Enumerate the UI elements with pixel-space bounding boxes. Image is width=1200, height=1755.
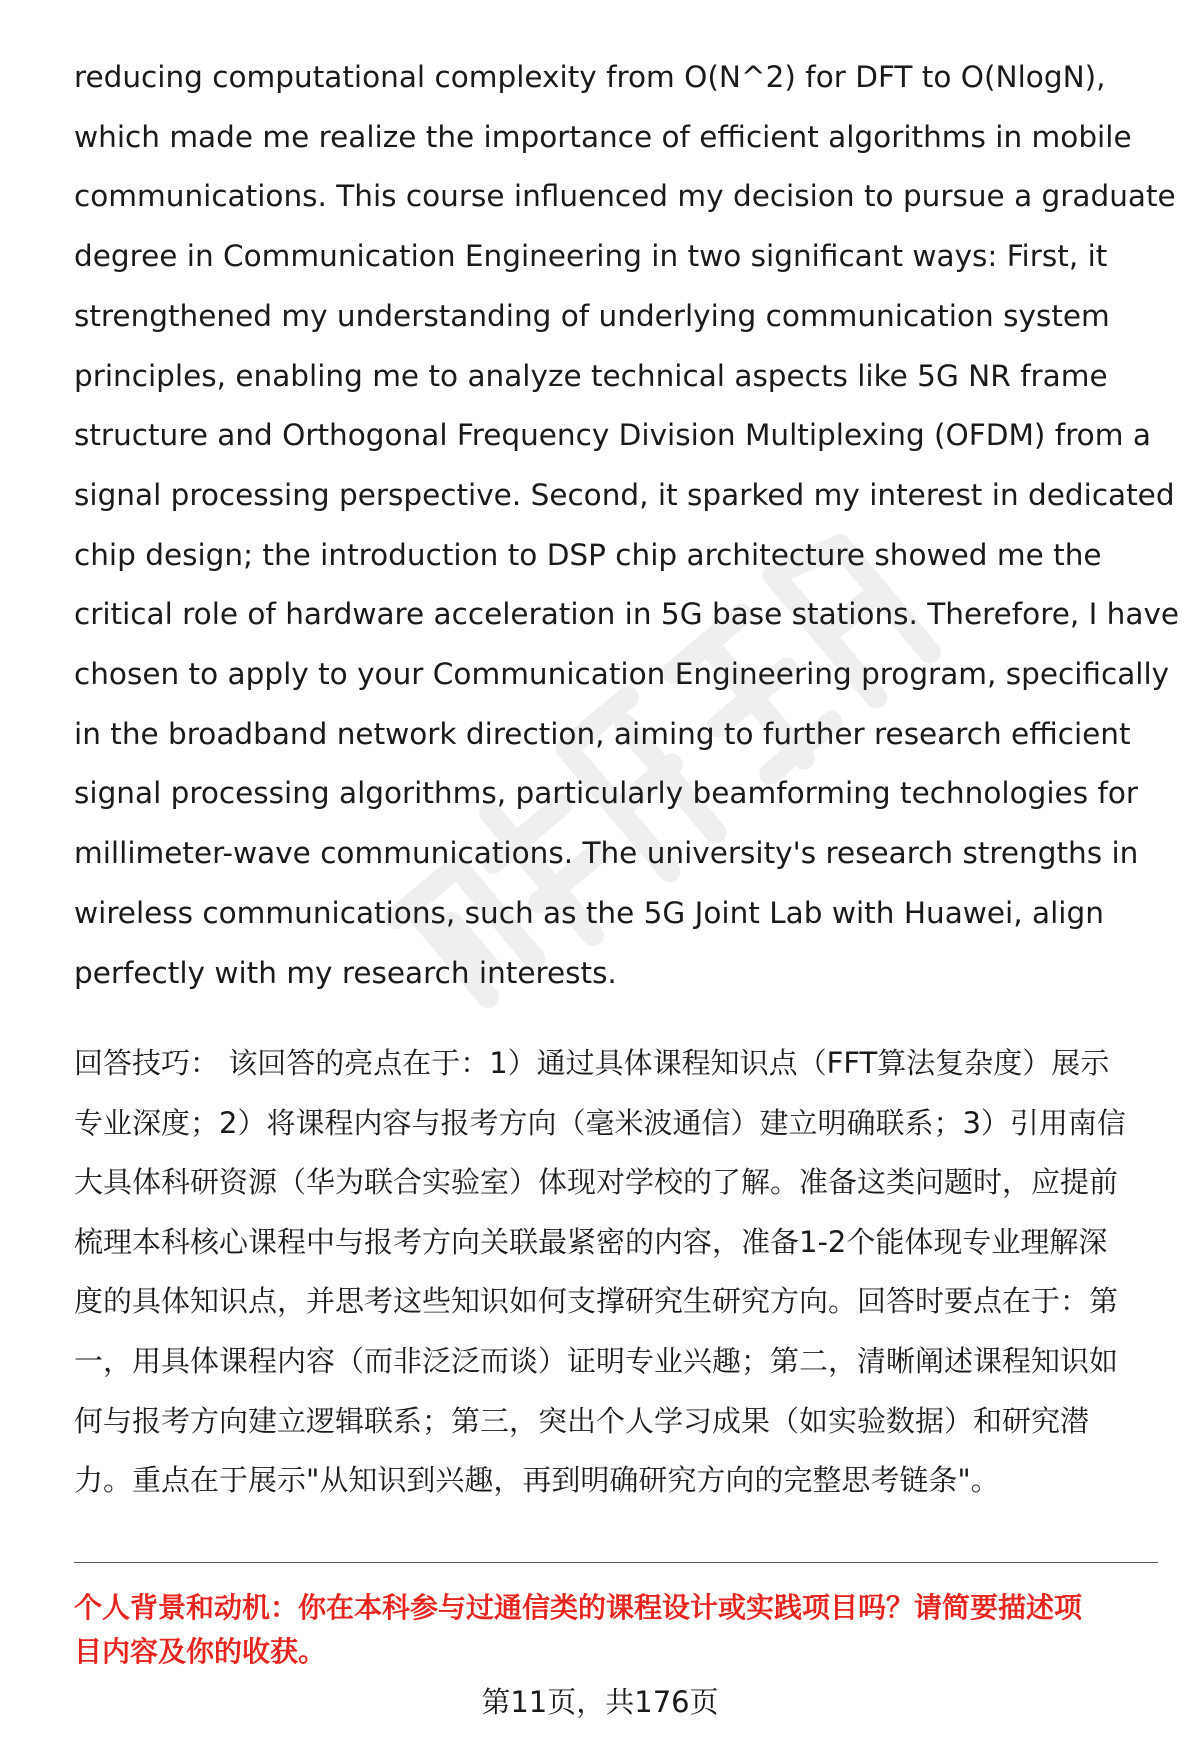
answer-line: degree in Communication Engineering in two significant ways: First, it — [74, 239, 1108, 274]
answer-line: principles, enabling me to analyze technical aspects like 5G NR frame — [74, 358, 1108, 393]
answer-line: reducing computational complexity from O(N^2) for DFT to O(NlogN), — [74, 60, 1106, 94]
question-heading — [74, 1586, 1164, 1674]
tips-line: 回答技巧： 该回答的亮点在于：1）通过具体课程知识点（FFT算法复杂度）展示 — [74, 1046, 1110, 1080]
answer-line: structure and Orthogonal Frequency Division Multiplexing (OFDM) from a — [74, 418, 1151, 453]
tips-line: 力。重点在于展示"从知识到兴趣，再到明确研究方向的完整思考链条"。 — [74, 1463, 1000, 1498]
answer-line: chosen to apply to your Communication Engineering program, specifically — [74, 657, 1170, 692]
page-number: 第11页，共176页 — [481, 1685, 719, 1719]
answer-line: in the broadband network direction, aiming to further research efficient — [74, 716, 1131, 751]
answer-paragraph — [74, 48, 1180, 1003]
answer-tips-paragraph — [74, 1034, 1164, 1511]
question-line: 个人背景和动机：你在本科参与过通信类的课程设计或实践项目吗？请简要描述项 — [74, 1591, 1083, 1624]
answer-line: strengthened my understanding of underlying communication system — [74, 298, 1110, 333]
answer-line: perfectly with my research interests. — [74, 955, 617, 990]
tips-line: 一，用具体课程内容（而非泛泛而谈）证明专业兴趣；第二，清晰阐述课程知识如 — [74, 1343, 1119, 1378]
answer-line: millimeter-wave communications. The university's research strengths in — [74, 836, 1139, 871]
answer-line: critical role of hardware acceleration in 5G base stations. Therefore, I have — [74, 597, 1180, 632]
tips-line: 梳理本科核心课程中与报考方向关联最紧密的内容，准备1-2个能体现专业理解深 — [74, 1224, 1108, 1259]
answer-line: chip design; the introduction to DSP chip architecture showed me the — [74, 537, 1102, 572]
question-line: 目内容及你的收获。 — [74, 1635, 327, 1668]
tips-line: 何与报考方向建立逻辑联系；第三，突出个人学习成果（如实验数据）和研究潜 — [74, 1403, 1090, 1438]
section-divider — [74, 1562, 1158, 1563]
tips-line: 大具体科研资源（华为联合实验室）体现对学校的了解。准备这类问题时，应提前 — [74, 1165, 1119, 1200]
answer-line: wireless communications, such as the 5G Joint Lab with Huawei, align — [74, 895, 1104, 930]
answer-line: signal processing algorithms, particularly beamforming technologies for — [74, 776, 1139, 811]
answer-line: signal processing perspective. Second, it sparked my interest in dedicated — [74, 477, 1175, 512]
answer-line: which made me realize the importance of efficient algorithms in mobile — [74, 119, 1132, 154]
tips-line: 专业深度；2）将课程内容与报考方向（毫米波通信）建立明确联系；3）引用南信 — [74, 1105, 1126, 1140]
answer-line: communications. This course influenced my decision to pursue a graduate — [74, 179, 1176, 214]
tips-line: 度的具体知识点，并思考这些知识如何支撑研究生研究方向。回答时要点在于：第 — [74, 1284, 1119, 1319]
